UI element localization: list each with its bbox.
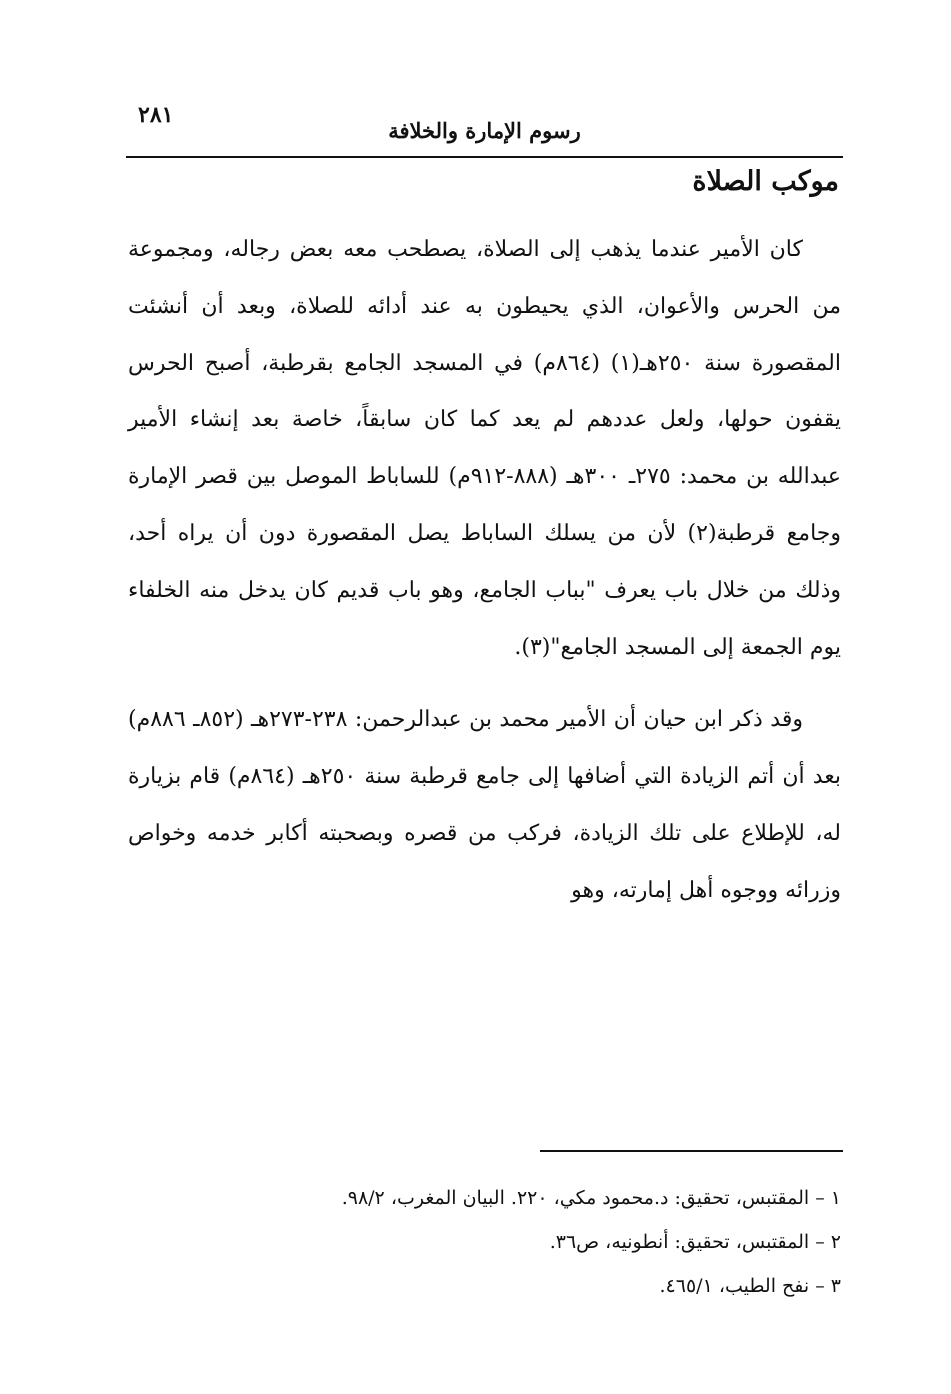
footnotes — [128, 1176, 841, 1308]
paragraph-1: كان الأمير عندما يذهب إلى الصلاة، يصطحب معه بعض رجاله، ومجموعة من الحرس والأعوان، الذي يحيطون به عند أدائه للصلاة، وبعد أن أنشئت المقصورة سنة ٢٥٠هـ(١) (٨٦٤م) في المسجد الجامع بقرطبة، أصبح الحرس يقفون حولها، ولعل عددهم لم يعد كما كان سابقاً، خاصة بعد إنشاء الأمير عبدالله بن محمد: ٢٧٥ـ ٣٠٠هـ (٨٨٨-٩١٢م) للساباط الموصل بين قصر الإمارة وجامع قرطبة(٢) لأن من يسلك الساباط يصل المقصورة دون أن يراه أحد، وذلك من خلال باب يعرف "بباب الجامع، وهو باب قديم كان يدخل منه الخلفاء يوم الجمعة إلى المسجد الجامع"(٣). — [128, 237, 842, 660]
body-text — [128, 222, 841, 936]
paragraph-2: وقد ذكر ابن حيان أن الأمير محمد بن عبدالرحمن: ٢٣٨-٢٧٣هـ (٨٥٢ـ ٨٨٦م) بعد أن أتم الزيادة التي أضافها إلى جامع قرطبة سنة ٢٥٠هـ (٨٦٤م) قام بزيارة له، للإطلاع على تلك الزيادة، فركب من قصره وبصحبته أكابر خدمه وخواص وزرائه ووجوه أهل إمارته، وهو — [128, 707, 842, 903]
page-number: ٢٨١ — [138, 102, 174, 128]
section-heading: موكب الصلاة — [692, 166, 839, 197]
running-title: رسوم الإمارة والخلافة — [388, 118, 581, 143]
footnote-separator — [540, 1150, 843, 1152]
page-header — [126, 100, 843, 158]
footnote-2: ٢ – المقتبس، تحقيق: أنطونيه، ص٣٦. — [549, 1231, 841, 1253]
footnote-3: ٣ – نفح الطيب، ٤٦٥/١. — [659, 1275, 841, 1297]
footnote-1: ١ – المقتبس، تحقيق: د.محمود مكي، ٢٢٠. البيان المغرب، ٩٨/٢. — [341, 1187, 841, 1209]
